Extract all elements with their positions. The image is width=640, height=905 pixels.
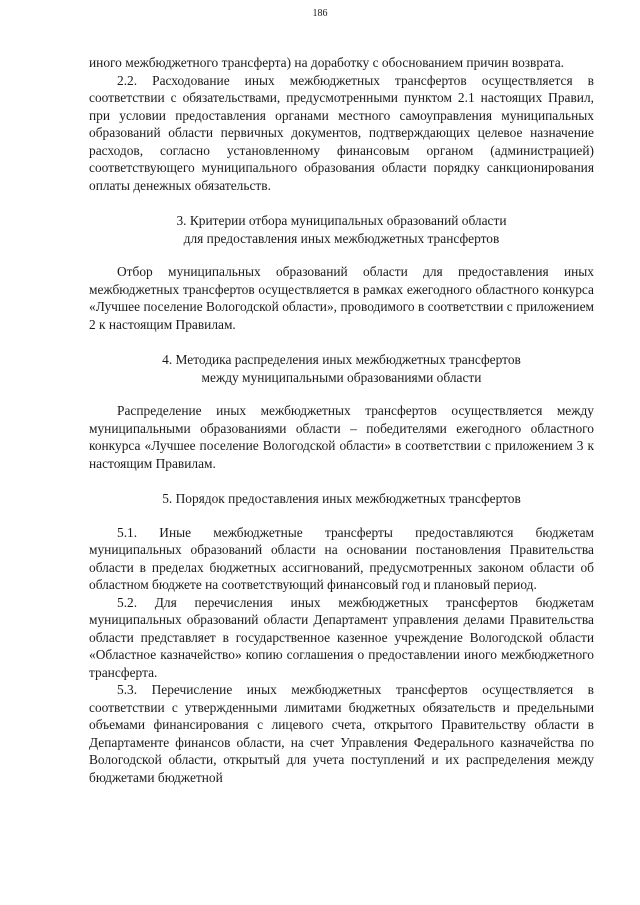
paragraph: 2.2. Расходование иных межбюджетных трансфертов осуществляется в соответствии с обязательствами, предусмотренными пунктом 2.1 настоящих Правил, при условии предоставления органами местного самоуправления муниципальных образований области первичных документов, подтверждающих целевое назначение расходов, согласно установленному финансовым органом (администрацией) соответствующего муниципального образования области порядку санкционирования оплаты денежных обязательств. — [89, 72, 594, 193]
paragraph: 5.3. Перечисление иных межбюджетных трансфертов осуществляется в соответствии с утвержденными лимитами бюджетных обязательств и предельными объемами финансирования с лицевого счета, открытого Правительству области в Департаменте финансов области, на счет Управления Федерального казначейства по Вологодской области, открытый для учета поступлений и их распределения между бюджетами бюджетной — [89, 682, 594, 785]
section-heading — [89, 490, 594, 508]
paragraph: Распределение иных межбюджетных трансфертов осуществляется между муниципальными образованиями области – победителями ежегодного областного конкурса «Лучшее поселение Вологодской области» в соответствии с приложением 3 к настоящим Правилам. — [89, 403, 594, 471]
section-heading-line: для предоставления иных межбюджетных трансфертов — [183, 230, 500, 246]
section-heading — [89, 351, 594, 386]
section-heading-line: 3. Критерии отбора муниципальных образований области — [176, 213, 507, 228]
section-heading-line: между муниципальными образованиями области — [201, 369, 482, 385]
paragraph: иного межбюджетного трансферта) на доработку с обоснованием причин возврата. — [89, 55, 564, 70]
paragraph: 5.2. Для перечисления иных межбюджетных трансфертов бюджетам муниципальных образований области Департамент управления делами Правительства области представляет в государственное казенное учреждение Вологодской области «Областное казначейство» копию соглашения о предоставлении иного межбюджетного трансферта. — [89, 594, 594, 680]
page-number: 186 — [312, 8, 328, 19]
paragraph: 5.1. Иные межбюджетные трансферты предоставляются бюджетам муниципальных образований области на основании постановления Правительства области в пределах бюджетных ассигнований, предусмотренных законом области об областном бюджете на соответствующий финансовый год и плановый период. — [89, 524, 594, 592]
section-heading-line: 4. Методика распределения иных межбюджетных трансфертов — [162, 352, 521, 367]
section-heading — [89, 212, 594, 247]
section-heading-line: 5. Порядок предоставления иных межбюджетных трансфертов — [162, 491, 521, 506]
document-body — [89, 54, 594, 786]
paragraph: Отбор муниципальных образований области для предоставления иных межбюджетных трансфертов осуществляется в рамках ежегодного областного конкурса «Лучшее поселение Вологодской области», проводимого в соответствии с приложением 2 к настоящим Правилам. — [89, 264, 594, 332]
